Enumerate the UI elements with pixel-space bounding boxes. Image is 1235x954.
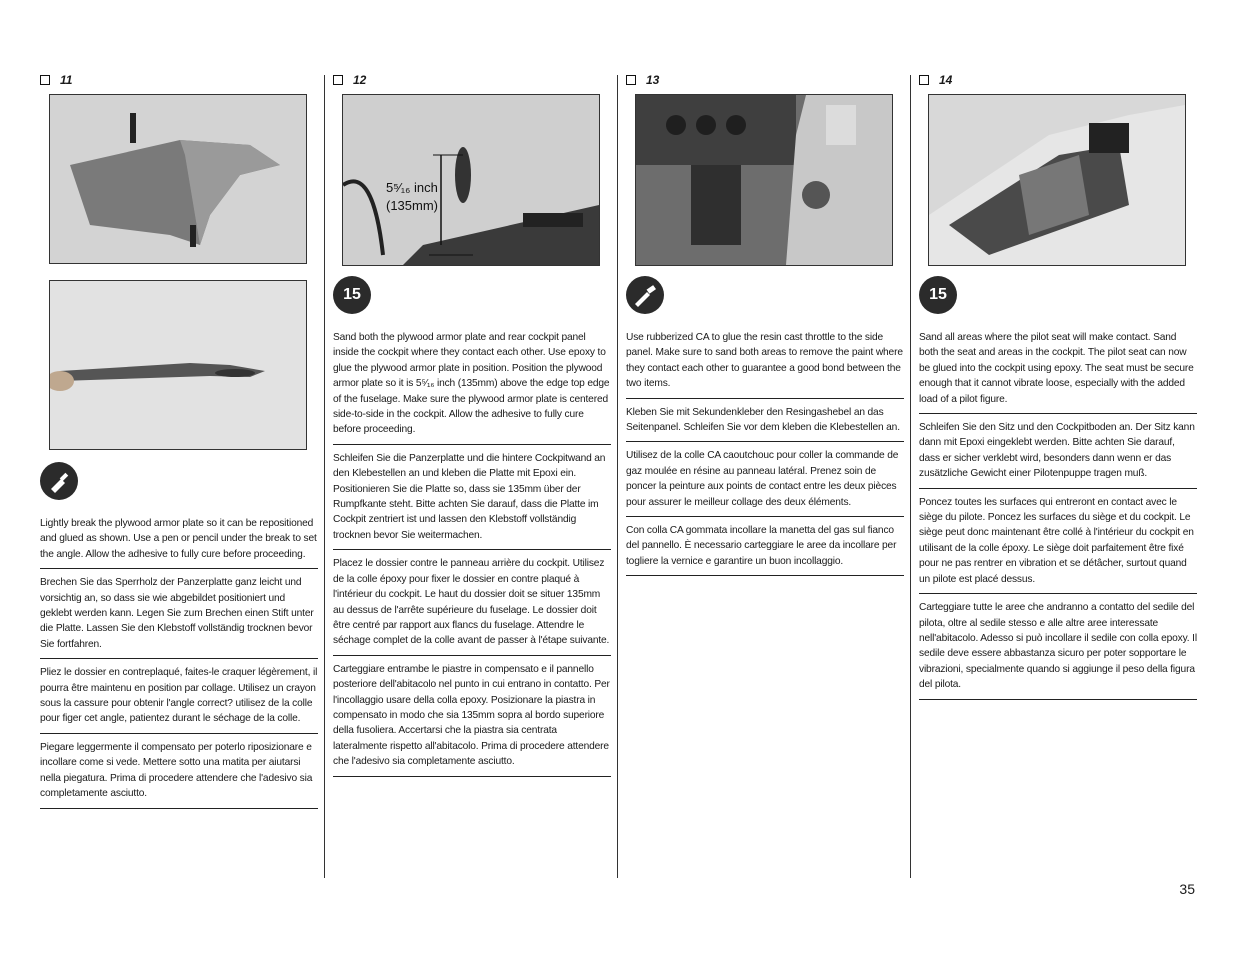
step-14-column [919, 70, 1197, 700]
column-divider-1 [324, 75, 325, 878]
instruction-fr: Poncez toutes les surfaces qui entreront en contact avec le siège du pilote. Poncez les surfaces du siège et du cockpit. Le siège peut donc maintenant être collé à l'intérieur du cockpit en utilisant de la colle époxy. Le siège doit parfaitement être fixé pour ne pas rentrer en vibration et se détâcher, surtout quand un pilote est placé dessus. [919, 489, 1197, 594]
instruction-text [919, 324, 1197, 700]
instruction-fr: Utilisez de la colle CA caoutchouc pour coller la commande de gaz moulée en résine au panneau latéral. Prenez soin de poncer la peinture aux points de contact entre les deux pièces pour assurer le meilleur collage des deux éléments. [626, 442, 904, 517]
epoxy-15-icon: 15 [919, 276, 957, 314]
instruction-fr: Placez le dossier contre le panneau arrière du cockpit. Utilisez de la colle époxy pour fixer le dossier en contre plaqué à l'intérieur du cockpit. Le haut du dossier doit se situer 135mm au dessus de l'arrête supérieure du fuselage. Le dossier doit être centré par rapport aux flancs du fuselage. Attendre le séchage complet de la colle avant de passer à l'étape suivante. [333, 550, 611, 655]
instruction-text [40, 510, 318, 809]
step-photo-armor-plate [49, 94, 307, 264]
step-header [919, 70, 1197, 90]
instruction-en: Use rubberized CA to glue the resin cast throttle to the side panel. Make sure to sand both areas to remove the paint where they contact each other to guarantee a good bond between the two items. [626, 324, 904, 399]
step-number: 14 [939, 73, 953, 87]
step-number: 12 [353, 73, 367, 87]
step-checkbox[interactable] [626, 75, 636, 85]
instruction-it: Carteggiare tutte le aree che andranno a contatto del sedile del pilota, oltre al sedile stesso e alle altre aree interessate nell'abitacolo. Adesso si può incollare il sedile con colla epoxy. Il sedile deve essere abbastanza sicuro per poter sopportare le vibrazioni, specialmente quando si aggiunge il peso della figura del pilota. [919, 594, 1197, 699]
step-header [333, 70, 611, 90]
throttle-photo [636, 95, 892, 265]
page-number: 35 [1179, 881, 1195, 897]
instruction-de: Kleben Sie mit Sekundenkleber den Resingashebel an das Seitenpanel. Schleifen Sie vor dem kleben die Klebestellen an. [626, 399, 904, 443]
pilot-seat-photo [929, 95, 1185, 265]
step-header [40, 70, 318, 90]
step-photo-armor-plate-height [342, 94, 600, 266]
step-11-column [40, 70, 318, 809]
step-photo-pilot-seat [928, 94, 1186, 266]
step-checkbox[interactable] [919, 75, 929, 85]
instruction-fr: Pliez le dossier en contreplaqué, faites-le craquer légèrement, il pourra être maintenu en position par collage. Utilisez un crayon sous la cassure pour obtenir l'angle correct? utilisez de la colle pour figer cet angle, patientez durant le séchage de la colle. [40, 659, 318, 734]
instruction-de: Schleifen Sie den Sitz und den Cockpitboden an. Der Sitz kann dann mit Epoxi eingeklebt werden. Bitte achten Sie darauf, dass er sicher verklebt wird, besonders dann wenn er das zusätzliche Gewicht einer Pilotenpuppe tragen muß. [919, 414, 1197, 489]
step-photo-armor-plate-side [49, 280, 307, 450]
instruction-it: Piegare leggermente il compensato per poterlo riposizionare e incollare come si vede. Mettere sotto una matita per aiutarsi nella piegatura. Prima di procedere attendere che l'adesivo sia completamente asciutto. [40, 734, 318, 809]
instruction-en: Lightly break the plywood armor plate so it can be repositioned and glued as shown. Use a pen or pencil under the break to set the angle. Allow the adhesive to fully cure before proceeding. [40, 510, 318, 569]
photo-label: 5⁵⁄₁₆ inch (135mm) [386, 180, 439, 213]
instruction-en: Sand both the plywood armor plate and rear cockpit panel inside the cockpit where they contact each other. Use epoxy to glue the plywood armor plate in position. Position the plywood armor plate so it is 5⁵⁄₁₆ inch (135mm) above the edge top edge of the fuselage. Make sure the plywood armor plate is centered side-to-side in the cockpit. Allow the adhesive to fully cure before proceeding. [333, 324, 611, 445]
ca-glue-bottle-icon [40, 462, 78, 500]
instruction-it: Con colla CA gommata incollare la manetta del gas sul fianco del pannello. È necessario carteggiare le aree da incollare per togliere la vernice e garantire un buon incollaggio. [626, 517, 904, 576]
step-number: 11 [60, 73, 73, 87]
instruction-text [626, 324, 904, 576]
instruction-de: Schleifen Sie die Panzerplatte und die hintere Cockpitwand an den Klebestellen an und kleben die Platte mit Epoxi ein. Positionieren Sie die Platte so, dass sie 135mm über der Rumpfkante steht. Bitte achten Sie darauf, dass die Platte im Cockpit zentriert ist und lassen den Klebstoff vollständig trocknen bevor Sie weitermachen. [333, 445, 611, 550]
step-photo-throttle [635, 94, 893, 266]
instruction-de: Brechen Sie das Sperrholz der Panzerplatte ganz leicht und vorsichtig an, so dass sie wie abgebildet positioniert und geklebt werden kann. Legen Sie zum Brechen einen Stift unter die Platte. Lassen Sie den Klebstoff vollständig trocknen bevor Sie fortfahren. [40, 569, 318, 659]
step-checkbox[interactable] [40, 75, 50, 85]
armor-plate-height-photo [343, 95, 599, 265]
instruction-en: Sand all areas where the pilot seat will make contact. Sand both the seat and areas in the cockpit. The pilot seat can now be glued into the cockpit using epoxy. The seat must be secure enough that it cannot vibrate loose, especially with the added load of a pilot figure. [919, 324, 1197, 414]
step-13-column [626, 70, 904, 576]
armor-plate-side-photo [50, 281, 306, 449]
step-header [626, 70, 904, 90]
step-number: 13 [646, 73, 660, 87]
ca-glue-icon [626, 276, 664, 314]
step-12-column [333, 70, 611, 777]
column-divider-3 [910, 75, 911, 878]
epoxy-15-icon: 15 [333, 276, 371, 314]
instruction-it: Carteggiare entrambe le piastre in compensato e il pannello posteriore dell'abitacolo nel punto in cui entrano in contatto. Per l'incollaggio usare della colla epoxy. Posizionare la piastra in compensato in modo che sia 135mm sopra al bordo superiore della fusoliera. Accertarsi che la piastra sia centrata lateralmente rispetto all'abitacolo. Prima di procedere attendere che l'adesivo sia completamente asciutto. [333, 656, 611, 777]
step-checkbox[interactable] [333, 75, 343, 85]
instruction-text [333, 324, 611, 777]
armor-plate-photo [50, 95, 306, 263]
column-divider-2 [617, 75, 618, 878]
